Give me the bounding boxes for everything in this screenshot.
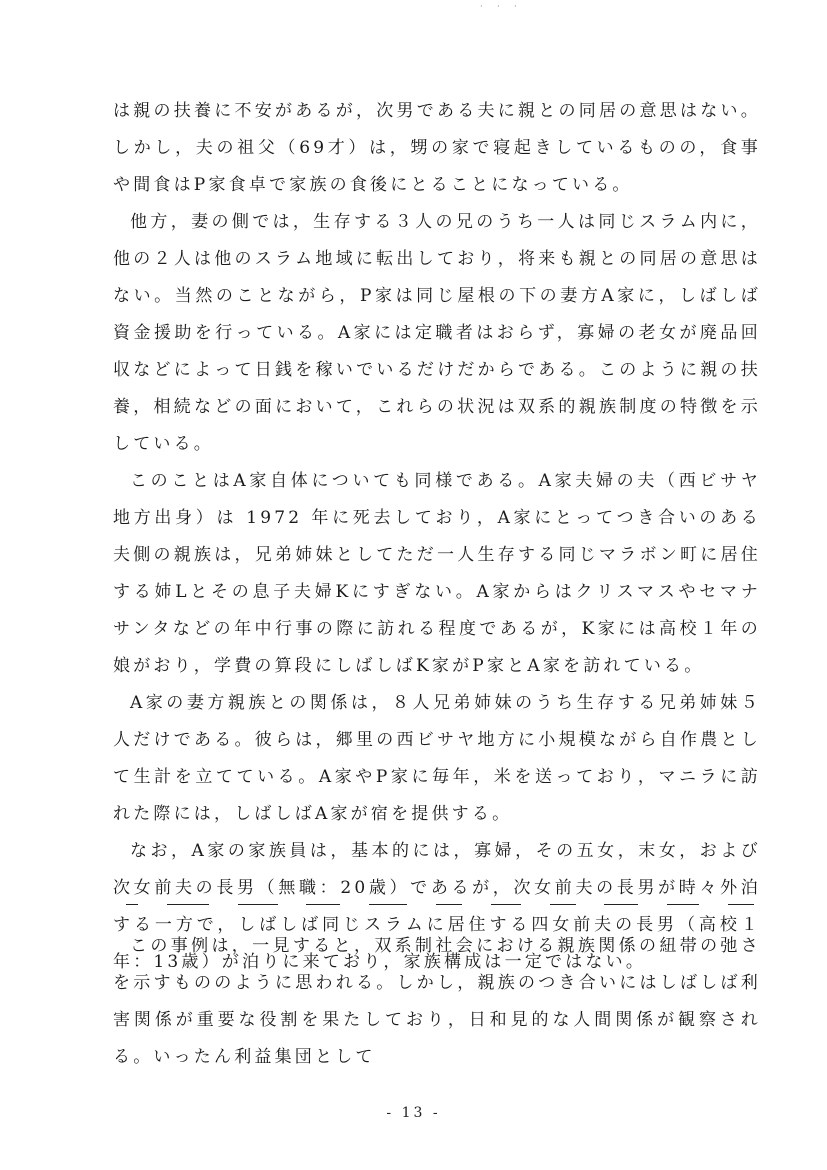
body-text-lower — [113, 928, 761, 1076]
divider-dash — [306, 904, 340, 905]
page-number: - 13 - — [386, 1105, 441, 1121]
divider-dash — [126, 904, 138, 905]
paragraph-a-family: このことはA家自体についても同様である。A家夫婦の夫（西ビサヤ地方出身）は 1972 年に死去しており，A家にとってつき合いのある夫側の親族は，兄弟姉妹としてただ一人生存する同じマラボン町に居住する姉Lとその息子夫婦Kにすぎない。A家からはクリスマスやセマナサンタなどの年中行事の際に訪れる程度であるが，K家には高校１年の娘がおり，学費の算段にしばしばK家がP家とA家を訪れている。 — [113, 471, 761, 676]
divider-dash — [238, 904, 278, 905]
divider-dash — [369, 904, 407, 905]
scan-header-marks: · · · — [480, 2, 523, 11]
paragraph-household-members: なお，A家の家族員は，基本的には，寡婦，その五女，末女，および次女前夫の長男（無職：20歳）であるが，次女前夫の長男が時々外泊する一方で，しばしば同じスラムに居住する四女前夫の長男（高校１年：13歳）が泊りに来ており，家族構成は一定ではない。 — [113, 841, 761, 972]
paragraph-wife-side: 他方，妻の側では，生存する３人の兄のうち一人は同じスラム内に，他の２人は他のスラム地域に転出しており，将来も親との同居の意思はない。当然のことながら，P家は同じ屋根の下の妻方A家に，しばしば資金援助を行っている。A家には定職者はおらず，寡婦の老女が廃品回収などによって日銭を稼いでいるだけだからである。このように親の扶養，相続などの面において，これらの状況は双系的親族制度の特徴を示している。 — [113, 212, 761, 454]
divider-dash — [550, 904, 576, 905]
section-divider — [126, 893, 754, 905]
divider-dash — [604, 904, 638, 905]
divider-dash — [667, 904, 699, 905]
divider-dash — [728, 904, 754, 905]
paragraph-wife-relatives: A家の妻方親族との関係は，８人兄弟姉妹のうち生存する兄弟姉妹５人だけである。彼らは，郷里の西ビサヤ地方に小規模ながら自作農として生計を立てている。A家やP家に毎年，米を送っており，マニラに訪れた際には，しばしばA家が宿を提供する。 — [113, 693, 761, 824]
divider-dash — [436, 904, 462, 905]
paragraph-continued: は親の扶養に不安があるが，次男である夫に親との同居の意思はない。しかし，夫の祖父（69才）は，甥の家で寝起きしているものの，食事や間食はP家食卓で家族の食後にとることになっている。 — [113, 101, 761, 195]
divider-dash — [491, 904, 521, 905]
paragraph-case-analysis: この事例は，一見すると，双系制社会における親族関係の紐帯の弛さを示すもののように思われる。しかし，親族のつき合いにはしばしば利害関係が重要な役割を果たしており，日和見的な人間関係が観察される。いったん利益集団として — [113, 936, 761, 1067]
divider-dash — [167, 904, 209, 905]
body-text-upper — [113, 93, 761, 981]
